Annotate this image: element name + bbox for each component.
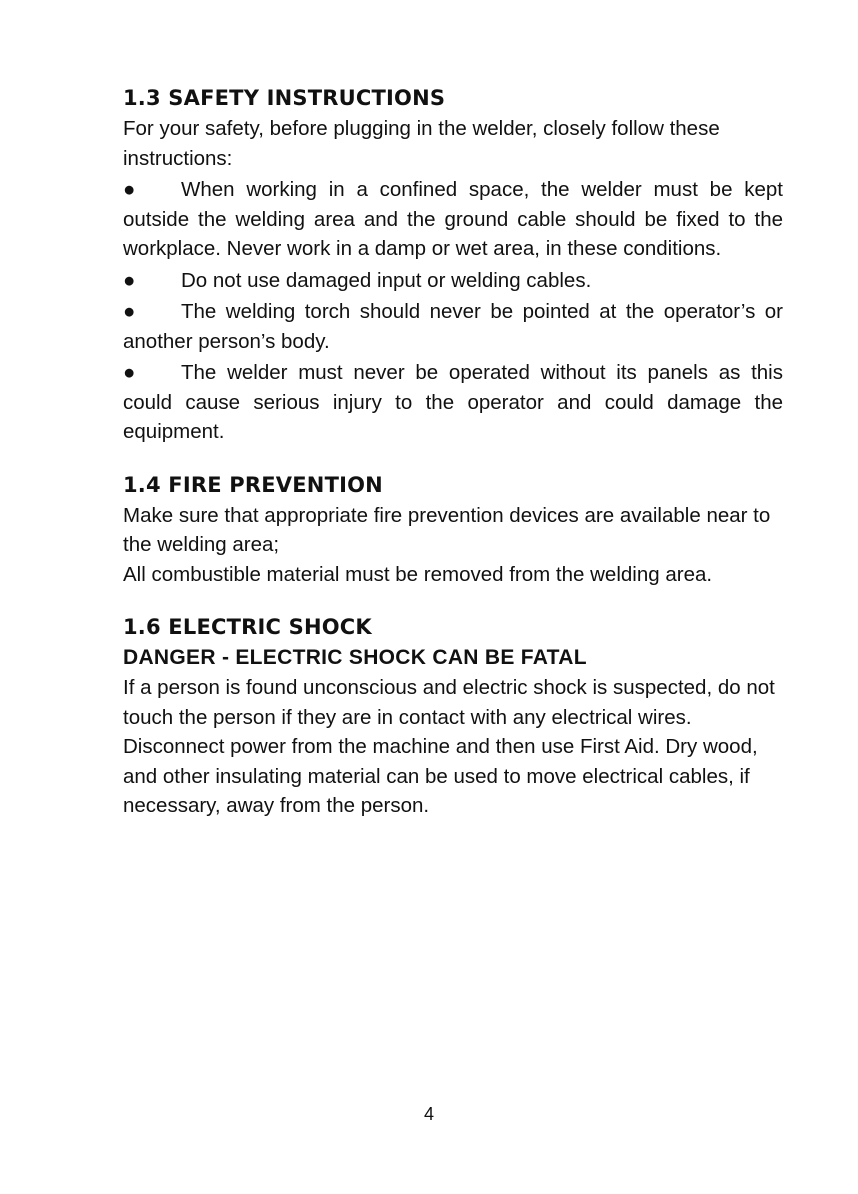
bullet-icon: ● (123, 300, 136, 323)
section-safety-instructions (123, 82, 783, 447)
bullet-item (123, 358, 783, 447)
bullet-item (123, 175, 783, 264)
section-spacer (123, 447, 783, 469)
section-electric-shock (123, 611, 783, 821)
bullet-text: The welder must never be operated without its panels as this could cause serious injury to the operator and could damage the equipment. (123, 361, 783, 443)
section-heading: 1.3 SAFETY INSTRUCTIONS (123, 86, 446, 110)
bullet-icon: ● (123, 178, 136, 201)
document-page (123, 82, 783, 821)
shock-paragraph: If a person is found unconscious and electric shock is suspected, do not touch the person if they are in contact with any electrical wires. Disconnect power from the machine and then use First Aid. Dry wood, and other insulating material can be used to move electrical cables, if necessary, away from the person. (123, 676, 775, 817)
section-heading: 1.4 FIRE PREVENTION (123, 472, 383, 497)
page-number: 4 (423, 1104, 434, 1124)
bullet-item (123, 266, 783, 296)
section-spacer (123, 589, 783, 611)
bullet-item (123, 297, 783, 356)
section-fire-prevention (123, 469, 783, 590)
bullet-icon: ● (123, 268, 136, 292)
section-heading: 1.6 ELECTRIC SHOCK (123, 615, 372, 639)
fire-paragraph-2: All combustible material must be removed from the welding area. (123, 562, 713, 586)
fire-paragraph-1: Make sure that appropriate fire prevention devices are available near to the welding area; (123, 503, 771, 556)
bullet-text: When working in a confined space, the welder must be kept outside the welding area and the ground cable should be fixed to the workplace. Never work in a damp or wet area, in these conditions. (123, 178, 783, 260)
bullet-text: The welding torch should never be pointed at the operator’s or another person’s body. (123, 300, 783, 353)
safety-intro: For your safety, before plugging in the welder, closely follow these instructions: (123, 117, 720, 170)
bullet-text: Do not use damaged input or welding cables. (181, 268, 592, 292)
bullet-icon: ● (123, 361, 136, 384)
danger-subheading: DANGER - ELECTRIC SHOCK CAN BE FATAL (123, 646, 587, 669)
